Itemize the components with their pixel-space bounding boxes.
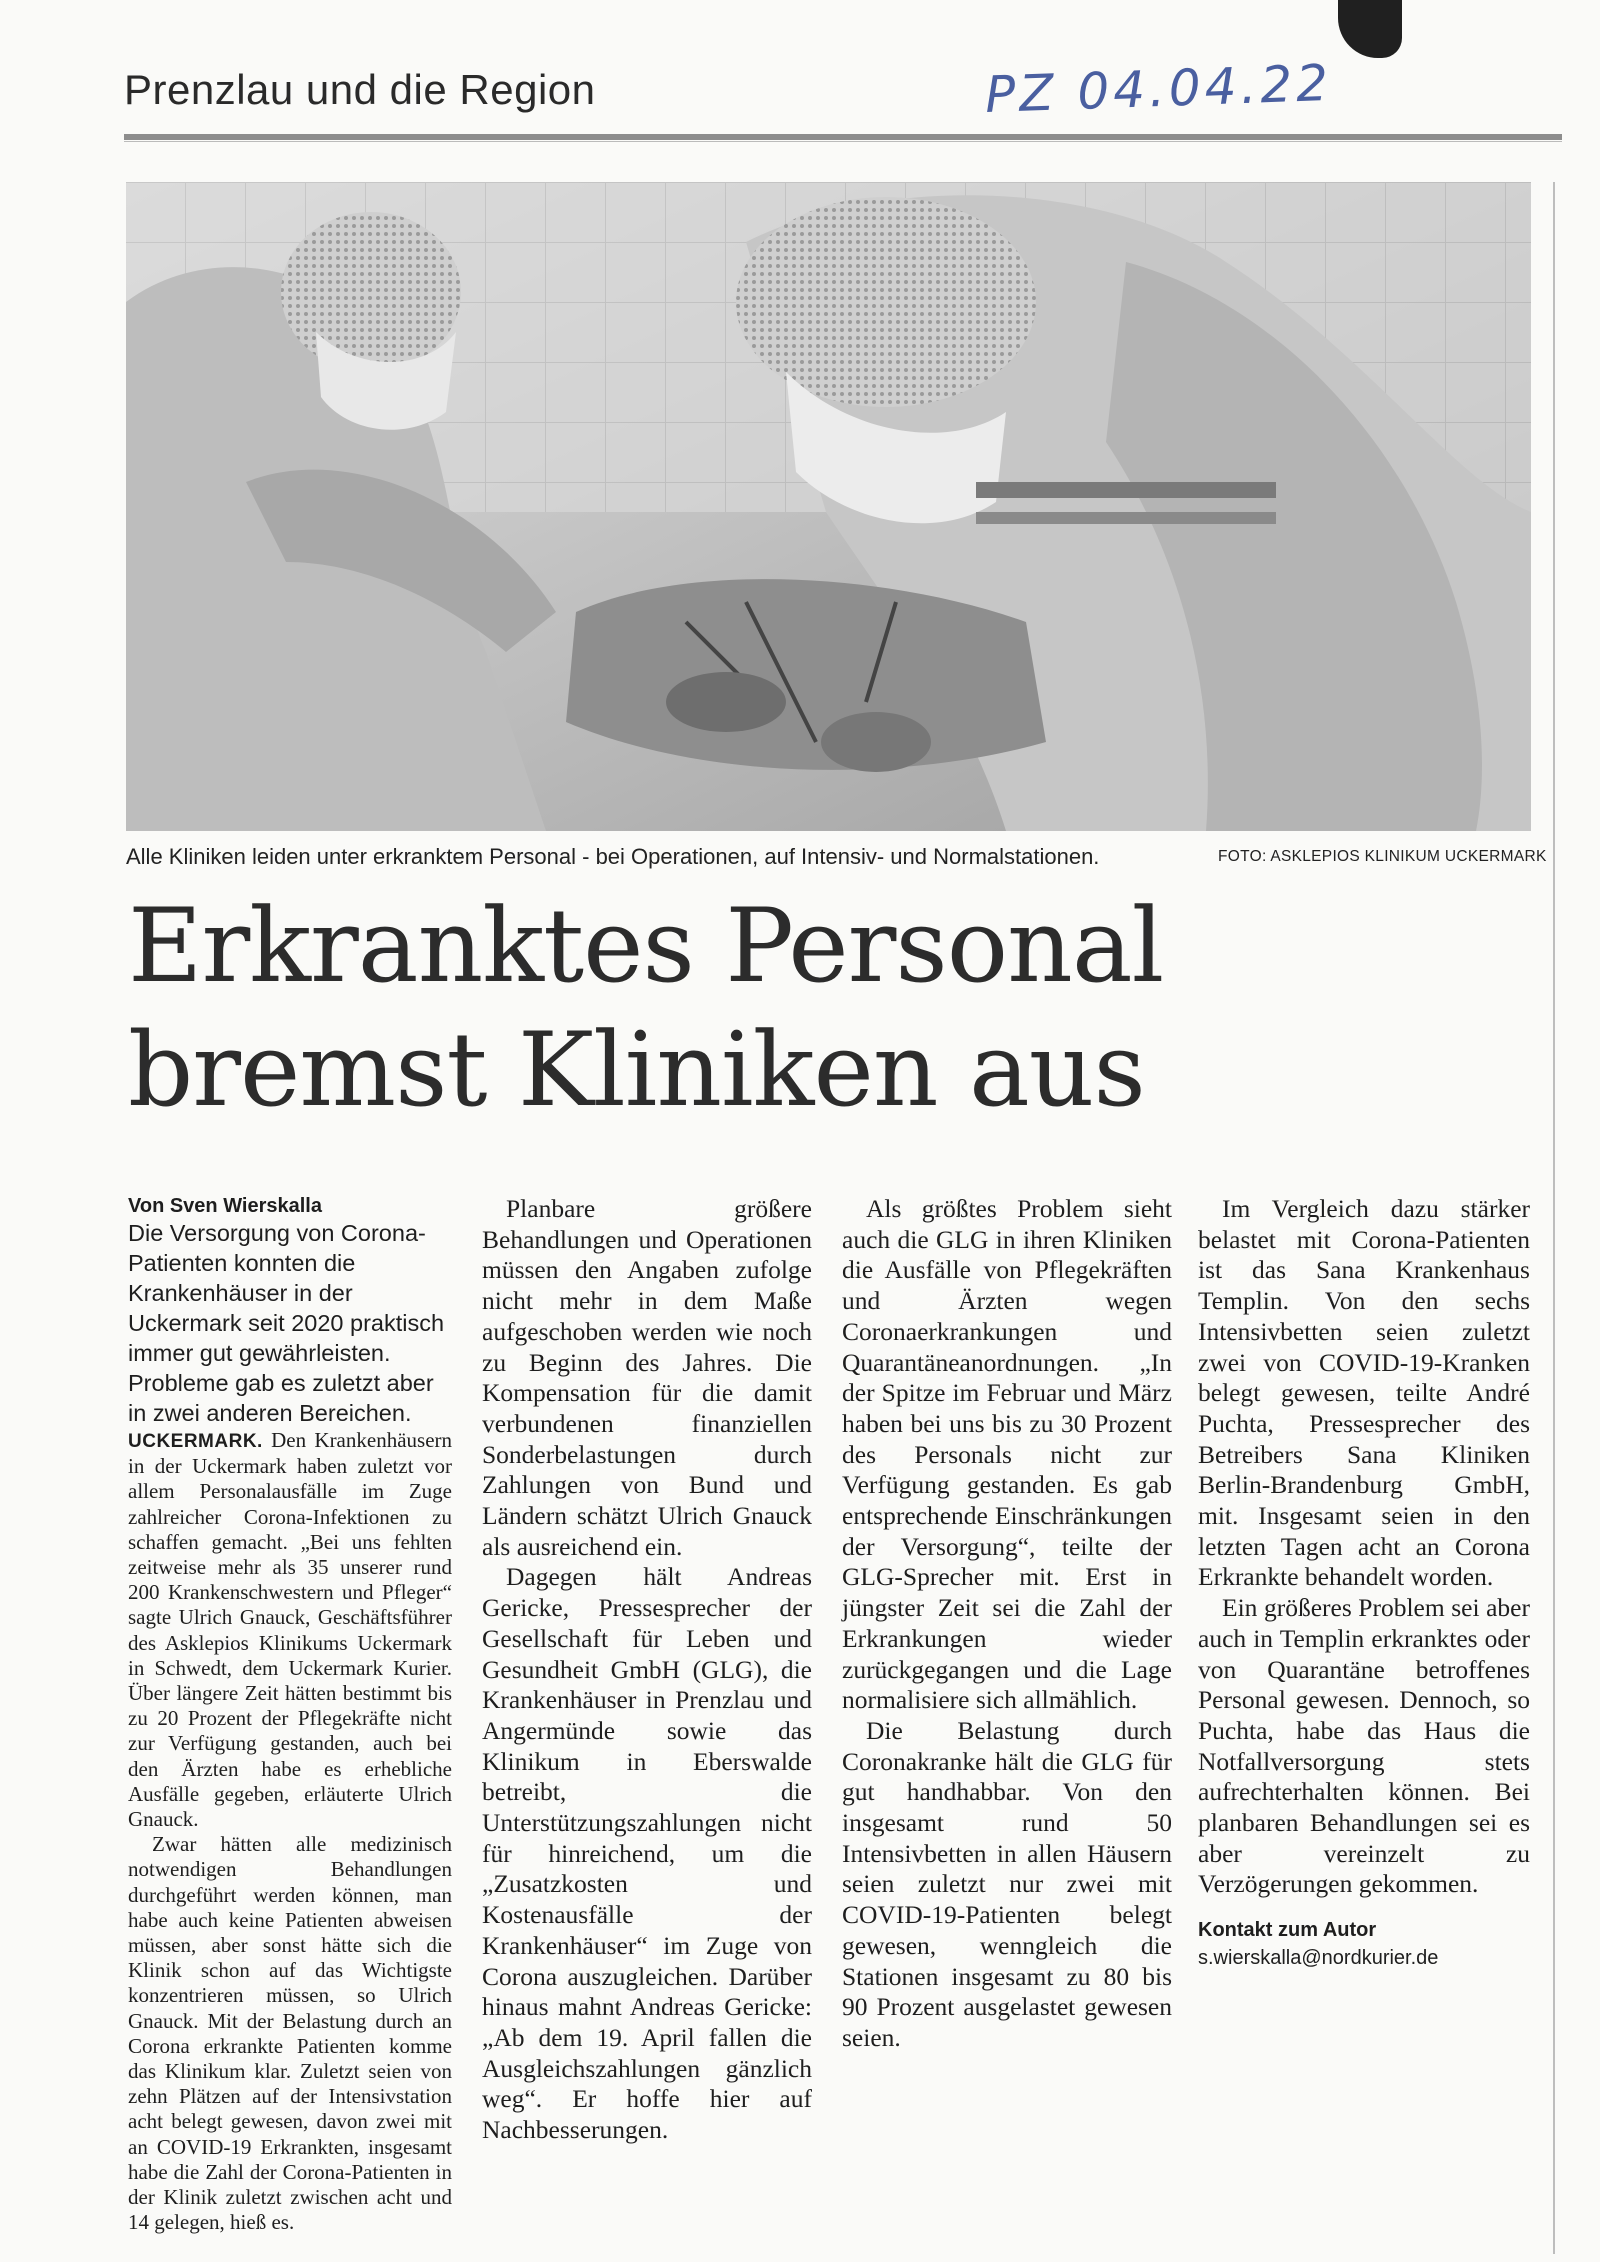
headline-line-2: bremst Kliniken aus	[128, 1011, 1145, 1130]
contact-email[interactable]: s.wierskalla@nordkurier.de	[1198, 1947, 1439, 1970]
headline	[128, 885, 1548, 1133]
photo-caption: Alle Kliniken leiden unter erkranktem Personal - bei Operationen, auf Intensiv- und Normalstationen.	[126, 844, 1100, 869]
dateline: UCKERMARK.	[128, 1431, 263, 1452]
header-rule	[124, 134, 1562, 140]
paragraph-1	[128, 1428, 452, 1832]
header-rule-thin	[124, 141, 1562, 142]
paragraph-7: Im Vergleich dazu stärker belastet mit Corona-Patienten ist das Sana Krankenhaus Templin. Von den sechs Intensivbetten seien zuletzt zwei von COVID-19-Kranken belegt gewesen, teilte André Puchta, Pressesprecher des Betreibers Sana Kliniken Berlin-Brandenburg GmbH, mit. Insgesamt seien in den letzten Tagen acht an Corona Erkrankte behandelt worden.	[1198, 1194, 1530, 1592]
article-column-3	[842, 1194, 1172, 2054]
article-column-2	[482, 1194, 812, 2146]
article-intro: Die Versorgung von Corona-Patienten konnten die Krankenhäuser in der Uckermark seit 2020 praktisch immer gut gewährleisten. Probleme gab es zuletzt aber in zwei anderen Bereichen.	[128, 1220, 445, 1426]
article-column-1	[128, 1194, 452, 2236]
paragraph-2: Zwar hätten alle medizinisch notwendigen Behandlungen durchgeführt werden können, man habe auch keine Patienten abweisen müssen, aber sonst hätte sich die Klinik schon auf das Wichtigste konzentrieren müssen, so Ulrich Gnauck. Mit der Belastung durch an Corona erkrankte Patienten komme das Klinikum klar. Zuletzt seien von zehn Plätzen auf der Intensivstation acht belegt gewesen, davon zwei mit an COVID-19 Erkrankten, insgesamt habe die Zahl der Corona-Patienten in der Klinik zuletzt zwischen acht und 14 gelegen, hieß es.	[128, 1832, 452, 2235]
article-photo	[126, 182, 1531, 831]
paragraph-3: Planbare größere Behandlungen und Operationen müssen den Angaben zufolge nicht mehr in dem Maße aufgeschoben werden wie noch zu Beginn des Jahres. Die Kompensation für die damit verbundenen finanziellen Sonderbelastungen durch Zahlungen von Bund und Ländern schätzt Ulrich Gnauck als ausreichend ein.	[482, 1194, 812, 1561]
byline: Von Sven Wierskalla	[128, 1195, 322, 1217]
paragraph-8: Ein größeres Problem sei aber auch in Templin erkranktes oder von Quarantäne betroffenes Personal gewesen. Dennoch, so Puchta, habe das Haus die Notfallversorgung stets aufrechterhalten können. Bei planbaren Behandlungen sei es aber vereinzelt zu Verzögerungen gekommen.	[1198, 1593, 1530, 1899]
article-column-4	[1198, 1194, 1530, 1972]
paragraph-5: Als größtes Problem sieht auch die GLG in ihren Kliniken die Ausfälle von Pflegekräften und Ärzten wegen Coronaerkrankungen und Quarantäneanordnungen. „In der Spitze im Februar und März haben bei uns bis zu 30 Prozent des Personals nicht zur Verfügung gestanden. Es gab entsprechende Einschränkungen der Versorgung“, teilte der GLG-Sprecher mit. Erst in jüngster Zeit sei die Zahl der Erkrankungen wieder zurückgegangen und die Lage normalisiere sich allmählich.	[842, 1194, 1172, 1715]
corner-ink-mark	[1338, 0, 1402, 58]
contact-label: Kontakt zum Autor	[1198, 1919, 1377, 1942]
handwritten-date-stamp: PZ 04.04.22	[984, 53, 1333, 125]
headline-line-1: Erkranktes Personal	[128, 887, 1164, 1006]
author-contact	[1198, 1916, 1530, 1972]
paragraph-1-text: Den Krankenhäusern in der Uckermark haben zuletzt vor allem Personalausfälle im Zuge zahlreicher Corona-Infektionen zu schaffen gemacht. „Bei uns fehlten zeitweise mehr als 35 unserer rund 200 Krankenschwestern und Pfleger“ sagte Ulrich Gnauck, Geschäftsführer des Asklepios Klinikums Uckermark in Schwedt, dem Uckermark Kurier. Über längere Zeit hätten bestimmt bis zu 20 Prozent der Pflegekräfte nicht zur Verfügung gestanden, auch bei den Ärzten habe es erhebliche Ausfälle gegeben, erläuterte Ulrich Gnauck.	[128, 1428, 453, 1832]
photo-credit: FOTO: ASKLEPIOS KLINIKUM UCKERMARK	[1218, 848, 1547, 865]
section-title: Prenzlau und die Region	[124, 66, 596, 113]
column-divider-line	[1553, 182, 1555, 2254]
paragraph-4: Dagegen hält Andreas Gericke, Pressesprecher der Gesellschaft für Leben und Gesundheit GmbH (GLG), die Krankenhäuser in Prenzlau und Angermünde sowie das Klinikum in Eberswalde betreibt, die Unterstützungszahlungen nicht für hinreichend, um die „Zusatzkosten und Kostenausfälle der Krankenhäuser“ im Zuge von Corona auszugleichen. Darüber hinaus mahnt Andreas Gericke: „Ab dem 19. April fallen die Ausgleichszahlungen gänzlich weg“. Er hoffe hier auf Nachbesserungen.	[482, 1562, 812, 2145]
paragraph-6: Die Belastung durch Coronakranke hält die GLG für gut handhabbar. Von den insgesamt rund 50 Intensivbetten in allen Häusern seien zuletzt nur zwei mit COVID-19-Patienten belegt gewesen, wenngleich die Stationen insgesamt zu 80 bis 90 Prozent ausgelastet gewesen seien.	[842, 1715, 1172, 2052]
